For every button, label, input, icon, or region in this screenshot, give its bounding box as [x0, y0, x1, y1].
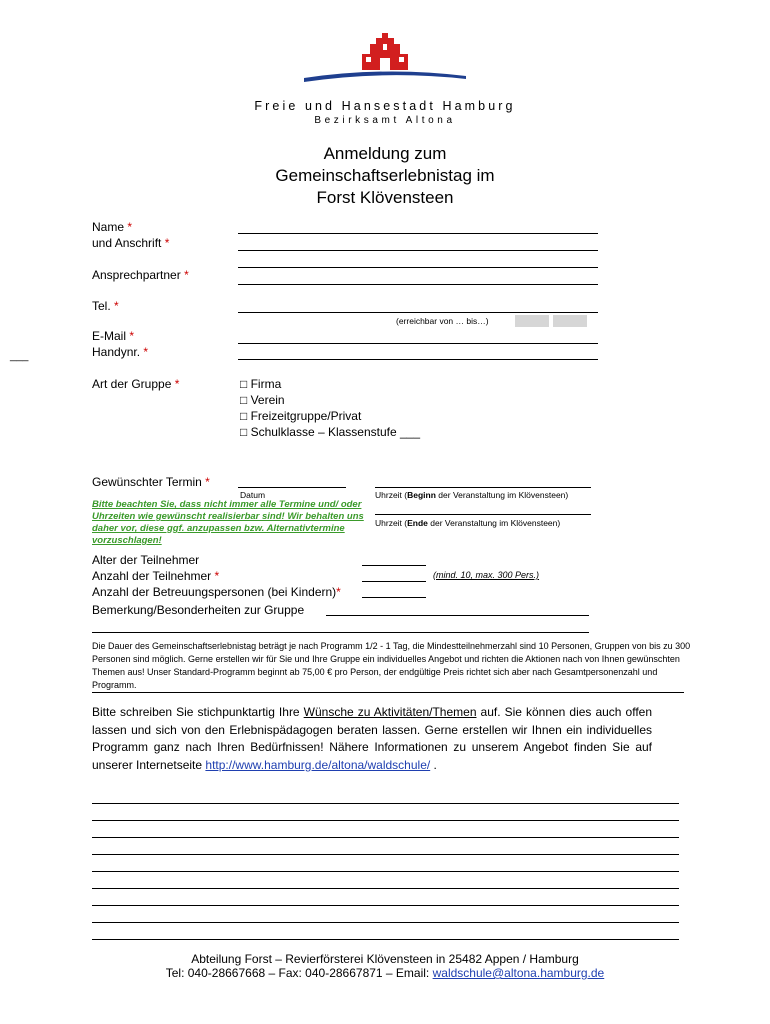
- remarks-label: Bemerkung/Besonderheiten zur Gruppe: [92, 603, 305, 617]
- address-label: und Anschrift *: [92, 236, 170, 250]
- footer-email-link[interactable]: waldschule@altona.hamburg.de: [432, 966, 605, 980]
- org-subtitle: Bezirksamt Altona: [314, 115, 456, 126]
- reachable-to-field[interactable]: [553, 315, 587, 327]
- mobile-label: Handynr. *: [92, 345, 149, 359]
- count-input-line[interactable]: [362, 581, 426, 582]
- wish-line[interactable]: [92, 888, 679, 889]
- end-time-input-line[interactable]: [375, 514, 591, 515]
- group-option-firma[interactable]: □ Firma: [240, 377, 282, 391]
- date-note: Bitte beachten Sie, dass nicht immer alle Termine und/ oder Uhrzeiten wie gewünscht realisierbar sind! Wir behalten uns daher vor, diese ggf. anzupassen bzw. Alternativtermine vorzuschlagen!: [92, 499, 364, 546]
- margin-mark: ___: [10, 350, 29, 362]
- info-text: Die Dauer des Gemeinschaftserlebnistag beträgt je nach Programm 1/2 - 1 Tag, die Mindestteilnehmerzahl sind 10 Personen, Gruppen von bis zu 300 Personen sind möglich. Gerne erstellen wir für Sie und Ihre Gruppe ein individuelles Angebot und richten die Aktionen nach von Ihnen gewünschten Themen aus! Unser Standard-Programm beginnt ab 75,00 € pro Person, der endgültige Preis richtet sich aber nach Gesamtpersonenzahl und Programm.: [92, 641, 691, 690]
- group-option-freizeit[interactable]: □ Freizeitgruppe/Privat: [240, 409, 362, 423]
- begin-time-caption: Uhrzeit (Beginn der Veranstaltung im Klövensteen): [375, 490, 569, 500]
- group-type-label: Art der Gruppe *: [92, 377, 180, 391]
- wish-line[interactable]: [92, 803, 679, 804]
- wish-line[interactable]: [92, 922, 679, 923]
- reachable-from-field[interactable]: [515, 315, 549, 327]
- wish-line[interactable]: [92, 871, 679, 872]
- address-input-line-1[interactable]: [238, 250, 598, 251]
- date-caption: Datum: [240, 490, 266, 500]
- wishes-paragraph: Bitte schreiben Sie stichpunktartig Ihre Wünsche zu Aktivitäten/Themen auf. Sie können dies auch offen lassen und sich von den Erlebnispädagogen beraten lassen. Gerne erstellen wir Ihnen ein individuelles Programm ganz nach Ihren Bedürfnissen! Nähere Informationen zu unserem Angebot finden Sie auf unserer Internetseite http://www.hamburg.de/altona/waldschule/ .: [92, 705, 652, 772]
- org-name: Freie und Hansestadt Hamburg: [254, 99, 516, 113]
- address-input-line-2[interactable]: [238, 267, 598, 268]
- name-label: Name *: [92, 220, 133, 234]
- footer-contact: Tel: 040-28667668 – Fax: 040-28667871 – Email: waldschule@altona.hamburg.de: [165, 966, 605, 980]
- footer-address: Abteilung Forst – Revierförsterei Klövensteen in 25482 Appen / Hamburg: [191, 952, 579, 966]
- supervisors-input-line[interactable]: [362, 597, 426, 598]
- begin-time-input-line[interactable]: [375, 487, 591, 488]
- count-hint: (mind. 10, max. 300 Pers.): [433, 570, 540, 580]
- date-input-line[interactable]: [238, 487, 346, 488]
- page-title-line3: Forst Klövensteen: [316, 188, 454, 207]
- tel-label: Tel. *: [92, 299, 119, 313]
- remarks-input-line-1[interactable]: [326, 615, 589, 616]
- wish-line[interactable]: [92, 854, 679, 855]
- website-link[interactable]: http://www.hamburg.de/altona/waldschule/: [205, 757, 431, 772]
- page-title-line1: Anmeldung zum: [323, 144, 447, 163]
- wish-line[interactable]: [92, 820, 679, 821]
- wish-line[interactable]: [92, 905, 679, 906]
- name-input-line[interactable]: [238, 233, 598, 234]
- page-title-line2: Gemeinschaftserlebnistag im: [275, 166, 495, 185]
- mobile-input-line[interactable]: [238, 359, 598, 360]
- hamburg-coat-of-arms-icon: [300, 30, 470, 90]
- tel-input-line[interactable]: [238, 312, 598, 313]
- count-label: Anzahl der Teilnehmer *: [92, 569, 220, 583]
- contact-input-line[interactable]: [238, 284, 598, 285]
- wish-line[interactable]: [92, 837, 679, 838]
- email-label: E-Mail *: [92, 329, 135, 343]
- date-label: Gewünschter Termin *: [92, 475, 210, 489]
- end-time-caption: Uhrzeit (Ende der Veranstaltung im Klövensteen): [375, 518, 561, 528]
- remarks-input-line-2[interactable]: [92, 632, 589, 633]
- contact-label: Ansprechpartner *: [92, 268, 189, 282]
- email-input-line[interactable]: [238, 343, 598, 344]
- group-option-verein[interactable]: □ Verein: [240, 393, 285, 407]
- supervisors-label: Anzahl der Betreuungspersonen (bei Kindern)*: [92, 585, 341, 599]
- age-input-line[interactable]: [362, 565, 426, 566]
- reachable-hint: (erreichbar von … bis…): [396, 316, 489, 326]
- group-option-schulklasse[interactable]: □ Schulklasse – Klassenstufe ___: [240, 425, 421, 439]
- age-label: Alter der Teilnehmer: [92, 553, 200, 567]
- wish-line[interactable]: [92, 939, 679, 940]
- divider: [92, 692, 684, 693]
